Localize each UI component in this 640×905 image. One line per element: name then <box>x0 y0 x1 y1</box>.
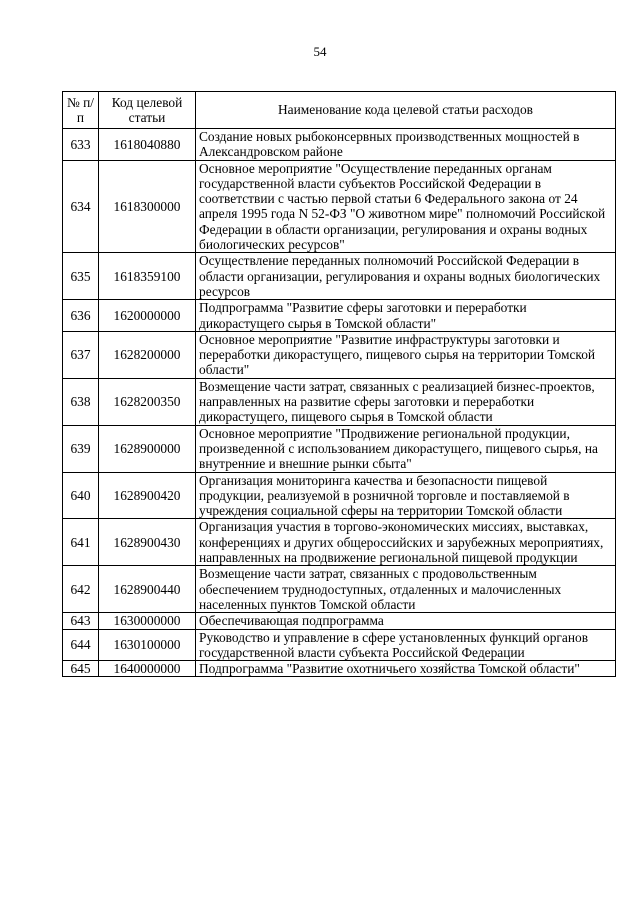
row-num: 644 <box>63 629 99 661</box>
table-row <box>63 331 616 378</box>
row-num: 637 <box>63 331 99 378</box>
row-num: 642 <box>63 566 99 613</box>
row-num: 639 <box>63 425 99 472</box>
table-row <box>63 160 616 253</box>
row-name: Основное мероприятие "Развитие инфраструктуры заготовки и переработки дикорастущего, пищевого сырья на территории Томской области" <box>196 331 616 378</box>
row-code: 1630000000 <box>99 613 196 629</box>
row-code: 1618040880 <box>99 129 196 161</box>
table-row <box>63 378 616 425</box>
row-name: Организация мониторинга качества и безопасности пищевой продукции, реализуемой в розничной торговле и поставляемой в учреждения социальной сферы на территории Томской области <box>196 472 616 519</box>
row-num: 638 <box>63 378 99 425</box>
row-name: Возмещение части затрат, связанных с продовольственным обеспечением труднодоступных, отдаленных и малочисленных населенных пунктов Томской области <box>196 566 616 613</box>
table-row <box>63 519 616 566</box>
row-code: 1640000000 <box>99 661 196 677</box>
table-row <box>63 613 616 629</box>
row-name: Создание новых рыбоконсервных производственных мощностей в Александровском районе <box>196 129 616 161</box>
row-code: 1628200350 <box>99 378 196 425</box>
row-num: 634 <box>63 160 99 253</box>
row-code: 1628900000 <box>99 425 196 472</box>
row-code: 1628200000 <box>99 331 196 378</box>
table-row <box>63 566 616 613</box>
row-code: 1628900430 <box>99 519 196 566</box>
row-name: Возмещение части затрат, связанных с реализацией бизнес-проектов, направленных на развитие сферы заготовки и переработки дикорастущего, пищевого сырья в Томской области <box>196 378 616 425</box>
row-num: 640 <box>63 472 99 519</box>
row-name: Руководство и управление в сфере установленных функций органов государственной власти субъекта Российской Федерации <box>196 629 616 661</box>
row-name: Организация участия в торгово-экономических миссиях, выставках, конференциях и других общероссийских и зарубежных мероприятиях, направленных на продвижение региональной пищевой продукции <box>196 519 616 566</box>
row-name: Основное мероприятие "Продвижение региональной продукции, произведенной с использованием дикорастущего, пищевого сырья, на внутренние и внешние рынки сбыта" <box>196 425 616 472</box>
table-row <box>63 425 616 472</box>
row-num: 643 <box>63 613 99 629</box>
row-name: Подпрограмма "Развитие охотничьего хозяйства Томской области" <box>196 661 616 677</box>
row-code: 1630100000 <box>99 629 196 661</box>
table-row <box>63 129 616 161</box>
column-header-num: № п/п <box>63 92 99 129</box>
row-num: 645 <box>63 661 99 677</box>
row-name: Осуществление переданных полномочий Российской Федерации в области организации, регулирования и охраны водных биологических ресурсов <box>196 253 616 300</box>
table-row <box>63 472 616 519</box>
row-code: 1618300000 <box>99 160 196 253</box>
row-name: Основное мероприятие "Осуществление переданных органам государственной власти субъектов Российской Федерации в соответствии с частью первой статьи 6 Федерального закона от 24 апреля 1995 года N 52-ФЗ "О животном мире" полномочий Российской Федерации в области организации, регулирования и охраны водных биологических ресурсов" <box>196 160 616 253</box>
table-header-row <box>63 92 616 129</box>
row-num: 635 <box>63 253 99 300</box>
row-num: 641 <box>63 519 99 566</box>
column-header-name: Наименование кода целевой статьи расходов <box>196 92 616 129</box>
row-code: 1628900440 <box>99 566 196 613</box>
row-name: Подпрограмма "Развитие сферы заготовки и переработки дикорастущего сырья в Томской области" <box>196 300 616 332</box>
table-row <box>63 300 616 332</box>
row-code: 1618359100 <box>99 253 196 300</box>
table-row <box>63 629 616 661</box>
target-articles-table <box>62 91 616 677</box>
row-name: Обеспечивающая подпрограмма <box>196 613 616 629</box>
column-header-code: Код целевой статьи <box>99 92 196 129</box>
row-num: 636 <box>63 300 99 332</box>
page-number: 54 <box>313 44 327 59</box>
row-code: 1628900420 <box>99 472 196 519</box>
row-code: 1620000000 <box>99 300 196 332</box>
table-row <box>63 253 616 300</box>
row-num: 633 <box>63 129 99 161</box>
table-row <box>63 661 616 677</box>
